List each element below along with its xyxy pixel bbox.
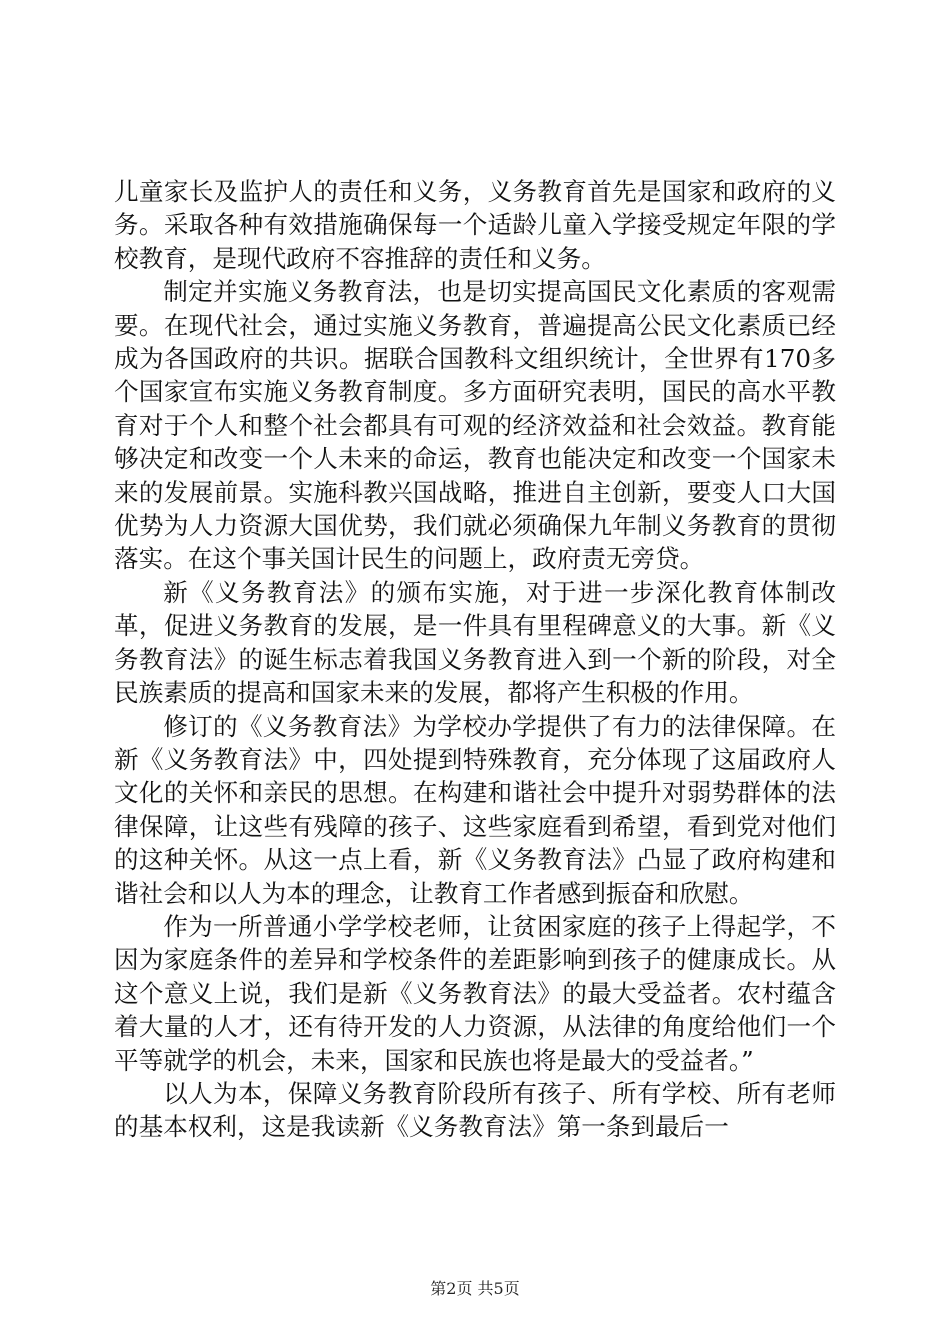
document-body	[114, 175, 836, 1144]
paragraph-6: 以人为本，保障义务教育阶段所有孩子、所有学校、所有老师的基本权利，这是我读新《义务教育法》第一条到最后一	[114, 1078, 836, 1142]
page-number-footer: 第2页 共5页	[430, 1279, 520, 1298]
paragraph-3: 新《义务教育法》的颁布实施，对于进一步深化教育体制改革，促进义务教育的发展，是一件具有里程碑意义的大事。新《义务教育法》的诞生标志着我国义务教育进入到一个新的阶段，对全民族素质的提高和国家未来的发展，都将产生积极的作用。	[114, 577, 836, 708]
paragraph-4: 修订的《义务教育法》为学校办学提供了有力的法律保障。在新《义务教育法》中，四处提到特殊教育，充分体现了这届政府人文化的关怀和亲民的思想。在构建和谐社会中提升对弱势群体的法律保障，让这些有残障的孩子、这些家庭看到希望，看到党对他们的这种关怀。从这一点上看，新《义务教育法》凸显了政府构建和谐社会和以人为本的理念，让教育工作者感到振奋和欣慰。	[114, 711, 836, 908]
paragraph-1: 儿童家长及监护人的责任和义务，义务教育首先是国家和政府的义务。采取各种有效措施确保每一个适龄儿童入学接受规定年限的学校教育，是现代政府不容推辞的责任和义务。	[114, 177, 836, 273]
paragraph-5: 作为一所普通小学学校老师，让贫困家庭的孩子上得起学，不因为家庭条件的差异和学校条件的差距影响到孩子的健康成长。从这个意义上说，我们是新《义务教育法》的最大受益者。农村蕴含着大量的人才，还有待开发的人力资源，从法律的角度给他们一个平等就学的机会，未来，国家和民族也将是最大的受益者。”	[114, 911, 836, 1075]
paragraph-2: 制定并实施义务教育法，也是切实提高国民文化素质的客观需要。在现代社会，通过实施义务教育，普遍提高公民文化素质已经成为各国政府的共识。据联合国教科文组织统计，全世界有170多个国家宣布实施义务教育制度。多方面研究表明，国民的高水平教育对于个人和整个社会都具有可观的经济效益和社会效益。教育能够决定和改变一个人未来的命运，教育也能决定和改变一个国家未来的发展前景。实施科教兴国战略，推进自主创新，要变人口大国优势为人力资源大国优势，我们就必须确保九年制义务教育的贯彻落实。在这个事关国计民生的问题上，政府责无旁贷。	[114, 277, 836, 574]
